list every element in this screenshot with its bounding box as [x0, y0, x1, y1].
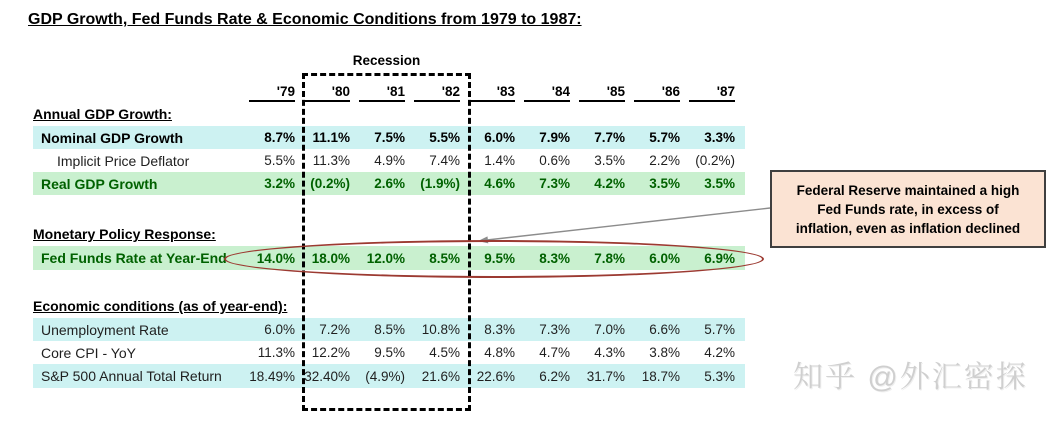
cell-value: 21.6%: [421, 368, 460, 384]
cell-value: 6.9%: [704, 250, 735, 266]
section-header-economic-conditions: Economic conditions (as of year-end):: [33, 298, 288, 314]
callout-line: Fed Funds rate, in excess of: [817, 201, 999, 217]
year-header: '82: [414, 84, 460, 102]
cell-value: 6.0%: [649, 250, 680, 266]
page-title: GDP Growth, Fed Funds Rate & Economic Conditions from 1979 to 1987:: [28, 11, 582, 28]
cell-value: 2.2%: [649, 153, 680, 168]
cell-value: 18.7%: [641, 368, 680, 384]
year-header: '79: [249, 84, 295, 102]
cell-value: 4.8%: [484, 345, 515, 360]
cell-value: 9.5%: [374, 345, 405, 360]
cell-value: 4.6%: [484, 176, 515, 191]
cell-value: (0.2%): [695, 153, 735, 168]
section-header-annual-gdp: Annual GDP Growth:: [33, 106, 172, 122]
callout-line: Federal Reserve maintained a high: [796, 182, 1020, 198]
cell-value: 4.3%: [594, 345, 625, 360]
cell-value: 22.6%: [476, 368, 515, 384]
year-header: '87: [689, 84, 735, 102]
cell-value: 18.49%: [249, 368, 295, 384]
cell-value: 5.7%: [704, 322, 735, 337]
cell-value: 0.6%: [539, 153, 570, 168]
year-header: '80: [304, 84, 350, 102]
cell-value: 4.7%: [539, 345, 570, 360]
cell-value: 7.2%: [319, 322, 350, 337]
year-header: '81: [359, 84, 405, 102]
cell-value: 8.7%: [264, 130, 295, 145]
row-label: Implicit Price Deflator: [57, 152, 190, 169]
cell-value: 6.0%: [484, 130, 515, 145]
cell-value: 4.2%: [704, 345, 735, 360]
cell-value: 8.5%: [374, 322, 405, 337]
cell-value: 1.4%: [484, 153, 515, 168]
year-header: '84: [524, 84, 570, 102]
row-label: Real GDP Growth: [41, 175, 158, 192]
watermark: 知乎 @外汇密探: [793, 361, 1028, 394]
cell-value: 7.9%: [539, 130, 570, 145]
row-label: S&P 500 Annual Total Return: [41, 368, 222, 384]
cell-value: 12.2%: [311, 345, 350, 360]
cell-value: 6.6%: [649, 322, 680, 337]
cell-value: 4.9%: [374, 153, 405, 168]
cell-value: 7.5%: [374, 130, 405, 145]
callout-box: [770, 170, 1046, 248]
cell-value: 11.3%: [312, 153, 350, 168]
cell-value: 6.0%: [264, 322, 295, 337]
year-header: '85: [579, 84, 625, 102]
cell-value: 5.5%: [264, 153, 295, 168]
section-header-monetary-policy: Monetary Policy Response:: [33, 226, 216, 242]
cell-value: 3.5%: [649, 176, 680, 191]
cell-value: 5.5%: [429, 130, 460, 145]
cell-value: 3.2%: [264, 176, 295, 191]
cell-value: 7.3%: [539, 176, 570, 191]
cell-value: 4.5%: [429, 345, 460, 360]
cell-value: 11.1%: [312, 130, 350, 145]
cell-value: 3.5%: [704, 176, 735, 191]
callout-line: inflation, even as inflation declined: [795, 220, 1021, 236]
fed-funds-highlight-ellipse: [224, 240, 764, 278]
cell-value: 7.0%: [594, 322, 625, 337]
cell-value: 18.0%: [311, 250, 350, 266]
cell-value: 14.0%: [256, 250, 295, 266]
cell-value: 3.8%: [649, 345, 680, 360]
cell-value: 32.40%: [304, 368, 350, 384]
cell-value: 7.8%: [594, 250, 625, 266]
recession-label: Recession: [352, 53, 421, 68]
cell-value: (1.9%): [420, 176, 460, 191]
cell-value: 2.6%: [374, 176, 405, 191]
cell-value: 12.0%: [366, 250, 405, 266]
cell-value: (4.9%): [365, 368, 405, 384]
cell-value: 9.5%: [484, 250, 515, 266]
row-label: Nominal GDP Growth: [41, 129, 184, 146]
cell-value: 7.7%: [594, 130, 625, 145]
cell-value: 7.3%: [539, 322, 570, 337]
cell-value: 4.2%: [594, 176, 625, 191]
row-label: Fed Funds Rate at Year-End: [41, 250, 227, 266]
cell-value: 3.5%: [594, 153, 625, 168]
cell-value: 31.7%: [586, 368, 625, 384]
row-label: Unemployment Rate: [41, 321, 169, 338]
cell-value: 10.8%: [421, 322, 460, 337]
cell-value: 5.7%: [649, 130, 680, 145]
year-header: '86: [634, 84, 680, 102]
cell-value: 11.3%: [257, 345, 295, 360]
cell-value: 7.4%: [429, 153, 460, 168]
row-label: Core CPI - YoY: [41, 344, 136, 361]
cell-value: (0.2%): [310, 176, 350, 191]
cell-value: 8.3%: [539, 250, 570, 266]
year-header: '83: [469, 84, 515, 102]
cell-value: 8.3%: [484, 322, 515, 337]
cell-value: 6.2%: [539, 368, 570, 384]
cell-value: 5.3%: [704, 368, 735, 384]
cell-value: 3.3%: [704, 130, 735, 145]
cell-value: 8.5%: [429, 250, 460, 266]
